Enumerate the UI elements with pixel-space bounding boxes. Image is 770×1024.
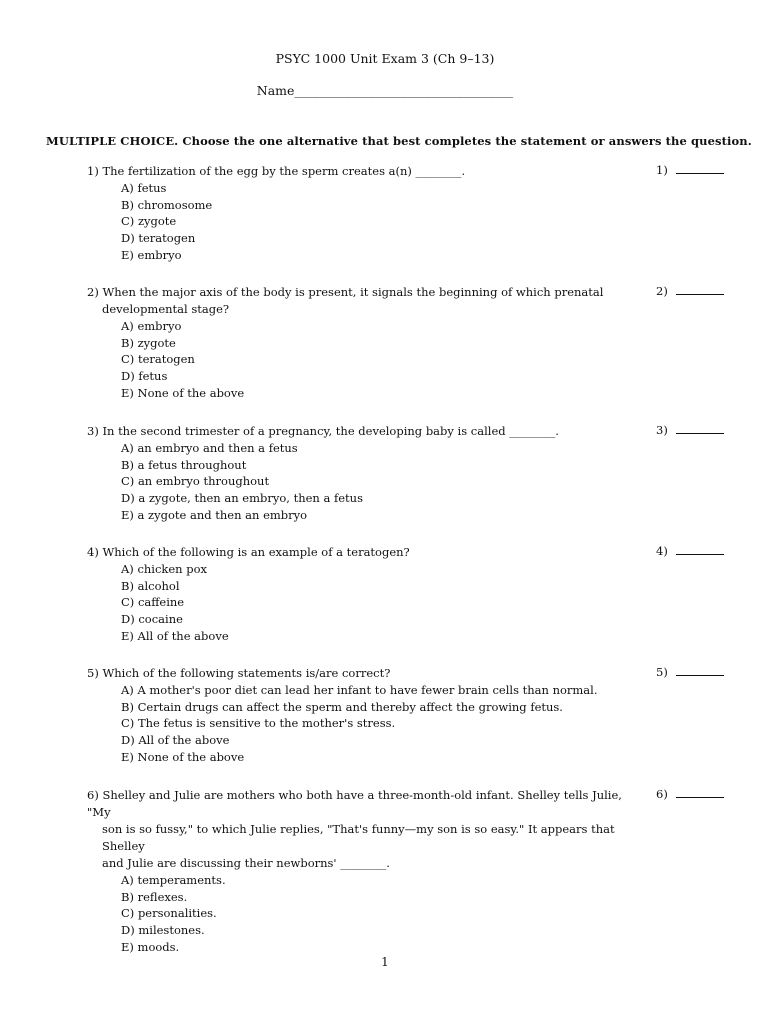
question-line: son is so fussy," to which Julie replies, "That's funny—my son is so easy." It appears that Shelley [102, 822, 615, 853]
question-line: 4) Which of the following is an example of a teratogen? [87, 545, 410, 559]
option-c: C) zygote [121, 214, 177, 229]
question-line: developmental stage? [102, 302, 230, 316]
option-list [87, 180, 647, 264]
option-d: D) a zygote, then an embryo, then a fetus [121, 491, 363, 506]
option-b: B) Certain drugs can affect the sperm and thereby affect the growing fetus. [121, 699, 563, 714]
answer-blank-4 [656, 544, 724, 558]
section-instructions: MULTIPLE CHOICE. Choose the one alternative that best completes the statement or answers the question. [46, 134, 752, 148]
answer-label: 2) [656, 284, 668, 298]
option-b: B) alcohol [121, 578, 180, 593]
answer-blank-5 [656, 665, 724, 679]
option-e: E) All of the above [121, 628, 229, 643]
answer-label: 4) [656, 544, 668, 558]
question-line: 6) Shelley and Julie are mothers who both have a three-month-old infant. Shelley tells Julie, "My [87, 788, 622, 819]
question-1 [87, 163, 647, 264]
option-c: C) personalities. [121, 906, 217, 921]
answer-blank-6 [656, 787, 724, 801]
option-list [87, 561, 647, 645]
answer-label: 5) [656, 665, 668, 679]
option-list [87, 440, 647, 524]
option-e: E) moods. [121, 939, 180, 954]
answer-line [676, 164, 724, 174]
question-line: and Julie are discussing their newborns' ________. [102, 856, 390, 870]
option-d: D) fetus [121, 369, 168, 384]
answer-blank-2 [656, 284, 724, 298]
question-text [87, 665, 647, 682]
option-a: A) A mother's poor diet can lead her infant to have fewer brain cells than normal. [121, 683, 598, 697]
question-text [87, 423, 647, 440]
question-6 [87, 787, 647, 956]
option-e: E) None of the above [121, 385, 245, 400]
option-b: B) zygote [121, 335, 176, 350]
question-text [87, 163, 647, 180]
answer-line [676, 788, 724, 798]
option-list [87, 682, 647, 766]
question-2 [87, 284, 647, 402]
answer-label: 1) [656, 163, 668, 177]
question-3 [87, 423, 647, 524]
option-a: A) chicken pox [121, 562, 208, 576]
option-c: C) an embryo throughout [121, 474, 270, 489]
option-b: B) a fetus throughout [121, 457, 247, 472]
question-5 [87, 665, 647, 766]
option-e: E) None of the above [121, 749, 245, 764]
option-c: C) The fetus is sensitive to the mother's stress. [121, 716, 396, 731]
answer-line [676, 666, 724, 676]
option-b: B) chromosome [121, 197, 213, 212]
option-d: D) milestones. [121, 923, 205, 938]
answer-label: 6) [656, 787, 668, 801]
question-line: 1) The fertilization of the egg by the sperm creates a(n) ________. [87, 164, 466, 178]
answer-blank-1 [656, 163, 724, 177]
option-c: C) caffeine [121, 595, 185, 610]
option-e: E) a zygote and then an embryo [121, 507, 308, 522]
answer-line [676, 424, 724, 434]
option-a: A) temperaments. [121, 873, 226, 887]
question-line: 3) In the second trimester of a pregnancy, the developing baby is called ________. [87, 424, 559, 438]
option-a: A) an embryo and then a fetus [121, 441, 298, 455]
option-list [87, 318, 647, 402]
exam-title: PSYC 1000 Unit Exam 3 (Ch 9–13) [275, 51, 495, 66]
option-e: E) embryo [121, 247, 182, 262]
option-c: C) teratogen [121, 352, 195, 367]
option-b: B) reflexes. [121, 889, 188, 904]
answer-line [676, 545, 724, 555]
page-number: 1 [381, 955, 389, 969]
answer-label: 3) [656, 423, 668, 437]
question-4 [87, 544, 647, 645]
question-line: 5) Which of the following statements is/are correct? [87, 666, 391, 680]
option-d: D) All of the above [121, 733, 230, 748]
answer-line [676, 285, 724, 295]
question-line: 2) When the major axis of the body is present, it signals the beginning of which prenatal [87, 285, 604, 299]
question-text [87, 787, 647, 872]
option-d: D) teratogen [121, 231, 196, 246]
option-list [87, 872, 647, 956]
question-text [87, 544, 647, 561]
option-a: A) fetus [121, 181, 167, 195]
question-text [87, 284, 647, 318]
option-d: D) cocaine [121, 612, 183, 627]
name-field-line: Name___________________________________ [256, 83, 514, 98]
option-a: A) embryo [121, 319, 182, 333]
answer-blank-3 [656, 423, 724, 437]
